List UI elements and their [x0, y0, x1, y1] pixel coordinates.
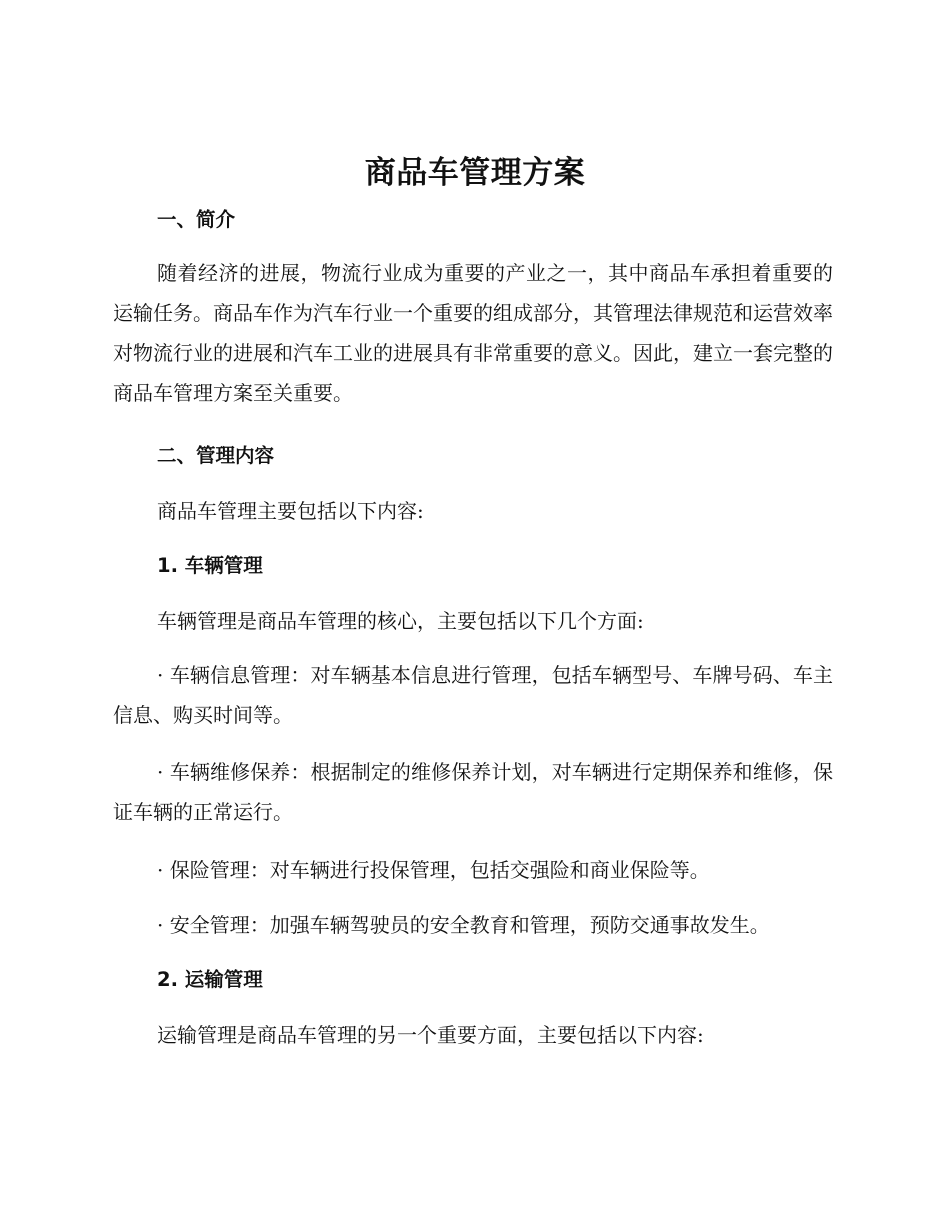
- vehicle-item-maintenance: · 车辆维修保养：根据制定的维修保养计划，对车辆进行定期保养和维修，保证车辆的正常运行。: [113, 760, 833, 824]
- subsection-heading-vehicle: 1. 车辆管理: [157, 554, 263, 577]
- intro-paragraph: 随着经济的进展，物流行业成为重要的产业之一，其中商品车承担着重要的运输任务。商品车作为汽车行业一个重要的组成部分，其管理法律规范和运营效率对物流行业的进展和汽车工业的进展具有非常重要的意义。因此，建立一套完整的商品车管理方案至关重要。: [113, 261, 833, 405]
- vehicle-intro-paragraph: 车辆管理是商品车管理的核心，主要包括以下几个方面:: [157, 609, 644, 633]
- vehicle-item-insurance: · 保险管理：对车辆进行投保管理，包括交强险和商业保险等。: [157, 858, 710, 882]
- section-heading-intro: 一、简介: [157, 208, 236, 231]
- vehicle-item-info: · 车辆信息管理：对车辆基本信息进行管理，包括车辆型号、车牌号码、车主信息、购买时间等。: [113, 663, 833, 727]
- vehicle-item-safety: · 安全管理：加强车辆驾驶员的安全教育和管理，预防交通事故发生。: [157, 913, 770, 937]
- transport-intro-paragraph: 运输管理是商品车管理的另一个重要方面，主要包括以下内容:: [157, 1023, 704, 1047]
- document-title: 商品车管理方案: [364, 155, 586, 191]
- section-heading-management: 二、管理内容: [157, 444, 275, 467]
- subsection-heading-transport: 2. 运输管理: [157, 968, 263, 991]
- management-intro-paragraph: 商品车管理主要包括以下内容:: [157, 499, 424, 523]
